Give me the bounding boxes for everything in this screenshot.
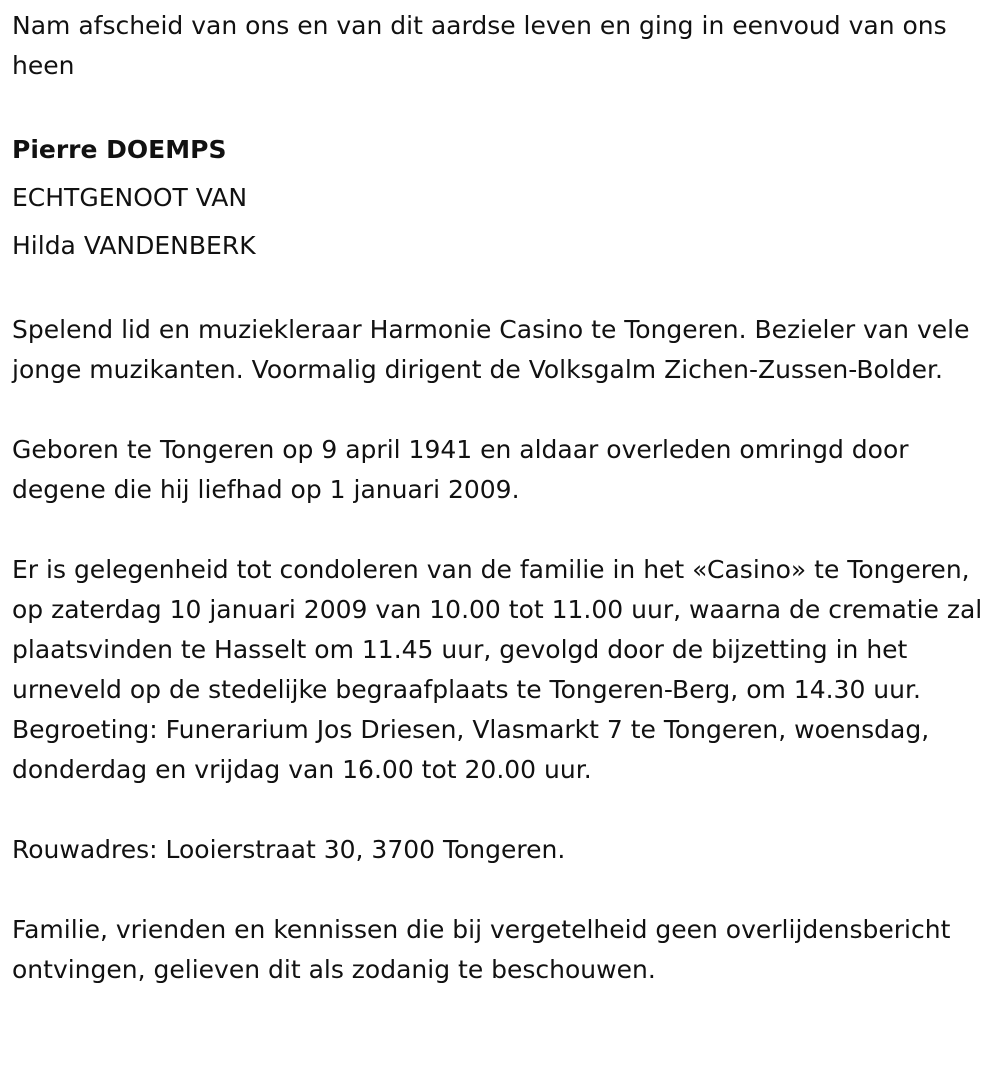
spacer [12, 86, 992, 126]
spouse-label: ECHTGENOOT VAN [12, 183, 248, 212]
spacer [12, 390, 992, 430]
spacer [12, 510, 992, 550]
deceased-name: Pierre DOEMPS [12, 135, 227, 164]
spacer [12, 270, 992, 310]
spacer [12, 790, 992, 830]
name-block [12, 126, 992, 270]
intro-text: Nam afscheid van ons en van dit aardse leven en ging in eenvoud van ons heen [12, 11, 947, 80]
address-paragraph: Rouwadres: Looierstraat 30, 3700 Tongeren. [12, 835, 566, 864]
condolence-paragraph: Er is gelegenheid tot condoleren van de familie in het «Casino» te Tongeren, op zaterdag 10 januari 2009 van 10.00 tot 11.00 uur, waarna de crematie zal plaatsvinden te Hasselt om 11.45 uur, gevolgd door de bijzetting in het urneveld op de stedelijke begraafplaats te Tongeren-Berg, om 14.30 uur. Begroeting: Funerarium Jos Driesen, Vlasmarkt 7 te Tongeren, woensdag, donderdag en vrijdag van 16.00 tot 20.00 uur. [12, 555, 983, 784]
closing-paragraph: Familie, vrienden en kennissen die bij vergetelheid geen overlijdensbericht ontvingen, gelieven dit als zodanig te beschouwen. [12, 915, 951, 984]
spacer [12, 870, 992, 910]
biography-paragraph: Spelend lid en muziekleraar Harmonie Casino te Tongeren. Bezieler van vele jonge muzikanten. Voormalig dirigent de Volksgalm Zichen-Zussen-Bolder. [12, 315, 970, 384]
spouse-name: Hilda VANDENBERK [12, 231, 256, 260]
birth-death-paragraph: Geboren te Tongeren op 9 april 1941 en aldaar overleden omringd door degene die hij liefhad op 1 januari 2009. [12, 435, 909, 504]
